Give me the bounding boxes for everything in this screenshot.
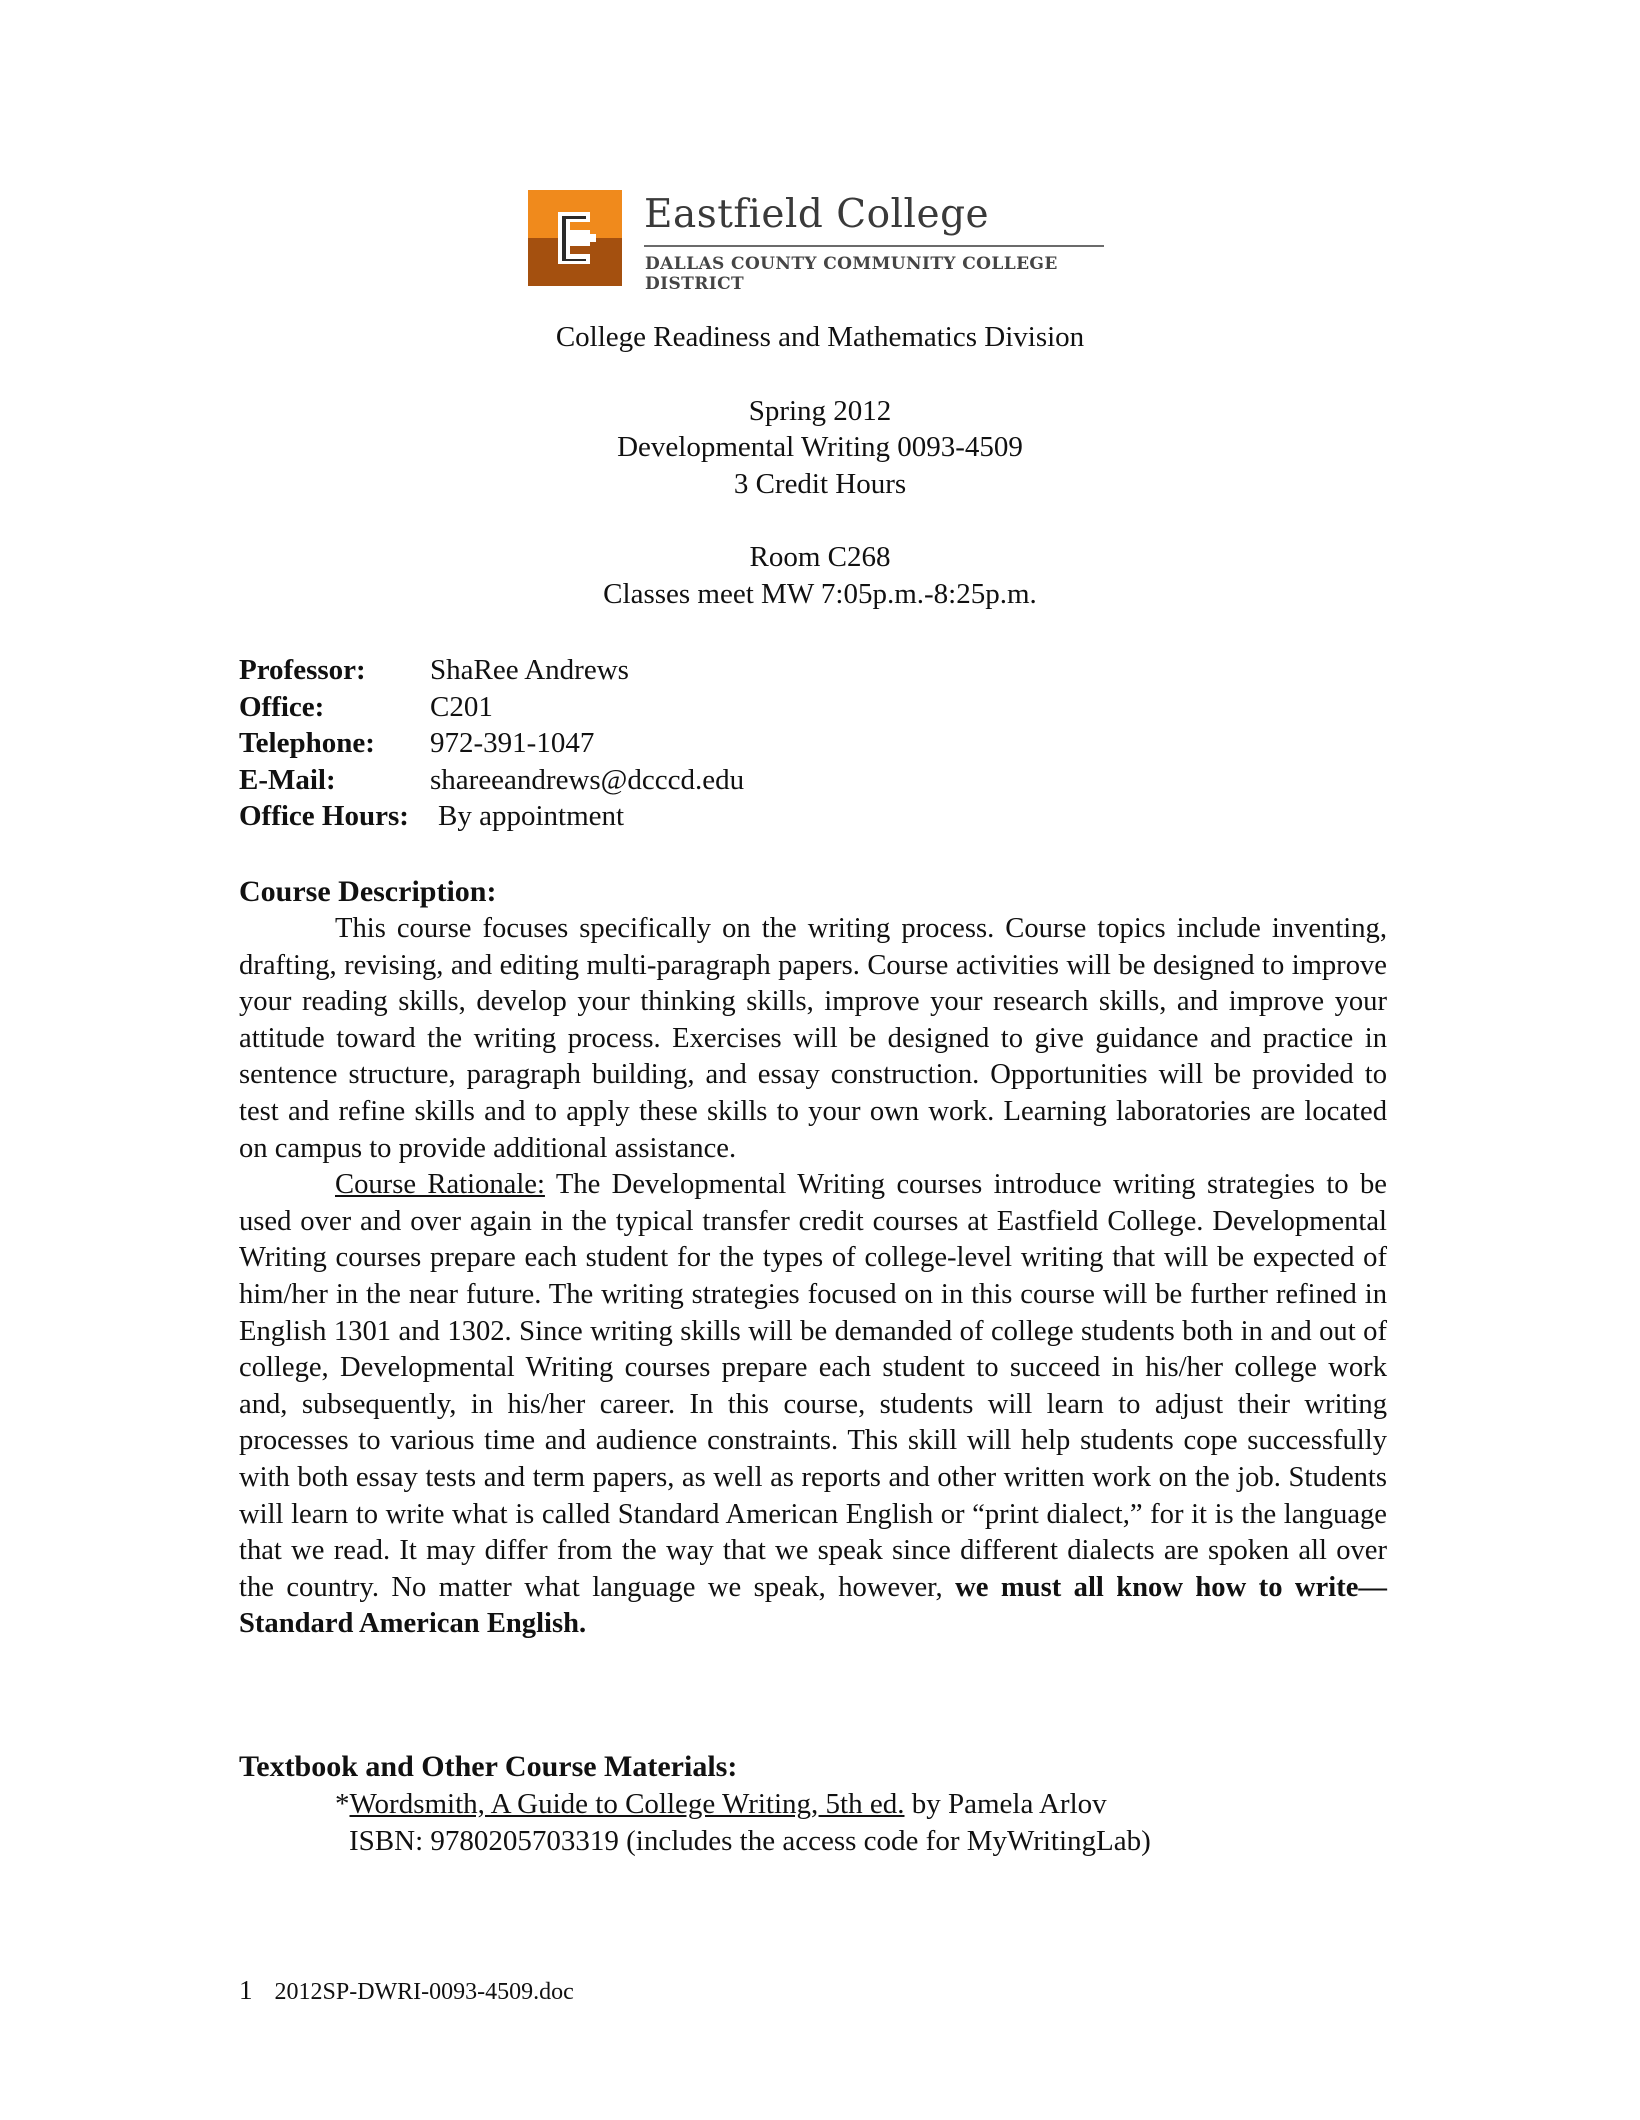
textbook-line [335,1786,1151,1823]
materials-heading: Textbook and Other Course Materials: [239,1750,738,1783]
info-value: C201 [430,690,493,723]
room: Room C268 [749,541,891,573]
class-schedule: Classes meet MW 7:05p.m.-8:25p.m. [603,578,1037,610]
rationale-emphasis: we must all know how to write—Standard American English. [239,1571,1387,1640]
page-footer [239,1975,574,2006]
footer-filename: 2012SP-DWRI-0093-4509.doc [274,1979,574,2005]
credit-hours: 3 Credit Hours [733,468,907,500]
rationale-text: The Developmental Writing courses introduce writing strategies to be used over and over again in the typical transfer credit courses at Eastfield College. Developmental Writing courses prepare each student for the types of college-level writing that will be expected of him/her in the near future. The writing strategies focused on in this course will be further refined in English 1301 and 1302. Since writing skills will be demanded of college students both in and out of college, Developmental Writing courses prepare each student to succeed in his/her college work and, subsequently, in his/her career. In this course, students will learn to adjust their writing processes to various time and audience constraints. This skill will help students cope successfully with both essay tests and term papers, as well as reports and other written work on the job. Students will learn to write what is called Standard American English or “print dialect,” for it is the language that we read. It may differ from the way that we speak since different dialects are spoken all over the country. No matter what language we speak, however, [239,1169,1387,1603]
info-label: Office Hours: [239,800,409,832]
materials-list [335,1786,1151,1860]
textbook-author: by Pamela Arlov [904,1788,1107,1820]
course-description-body [239,911,1387,1643]
info-value: By appointment [438,800,625,832]
division-name: College Readiness and Mathematics Division [555,321,1085,353]
course-description-heading: Course Description: [239,875,497,908]
info-value: shareeandrews@dcccd.edu [430,763,745,796]
textbook-prefix: * [335,1788,350,1820]
term: Spring 2012 [748,395,892,427]
info-label: Telephone: [239,727,375,759]
textbook-isbn: ISBN: 9780205703319 (includes the access code for MyWritingLab) [349,1825,1151,1857]
logo-subtitle: DALLAS COUNTY COMMUNITY COLLEGE DISTRICT [645,254,1058,294]
textbook-title: Wordsmith, A Guide to College Writing, 5th ed. [349,1788,905,1820]
page-number: 1 [239,1975,253,2005]
info-value: ShaRee Andrews [430,654,629,686]
info-label: Office: [239,690,325,723]
info-value: 972-391-1047 [430,727,595,759]
rationale-label: Course Rationale: [335,1169,545,1201]
info-label: Professor: [239,654,366,686]
info-label: E-Mail: [239,763,336,796]
logo-divider [644,245,1104,247]
rationale-paragraph [239,1167,1387,1643]
logo-title: Eastfield College [644,192,990,237]
description-paragraph: This course focuses specifically on the writing process. Course topics include inventing, drafting, revising, and editing multi-paragraph papers. Course activities will be designed to improve your reading skills, develop your thinking skills, improve your research skills, and improve your attitude toward the writing process. Exercises will be designed to give guidance and practice in sentence structure, paragraph building, and essay construction. Opportunities will be provided to test and refine skills and to apply these skills to your own work. Learning laboratories are located on campus to provide additional assistance. [239,913,1387,1164]
course-title: Developmental Writing 0093-4509 [617,431,1023,463]
college-logo-mark [528,190,622,286]
college-logo [528,190,1108,294]
